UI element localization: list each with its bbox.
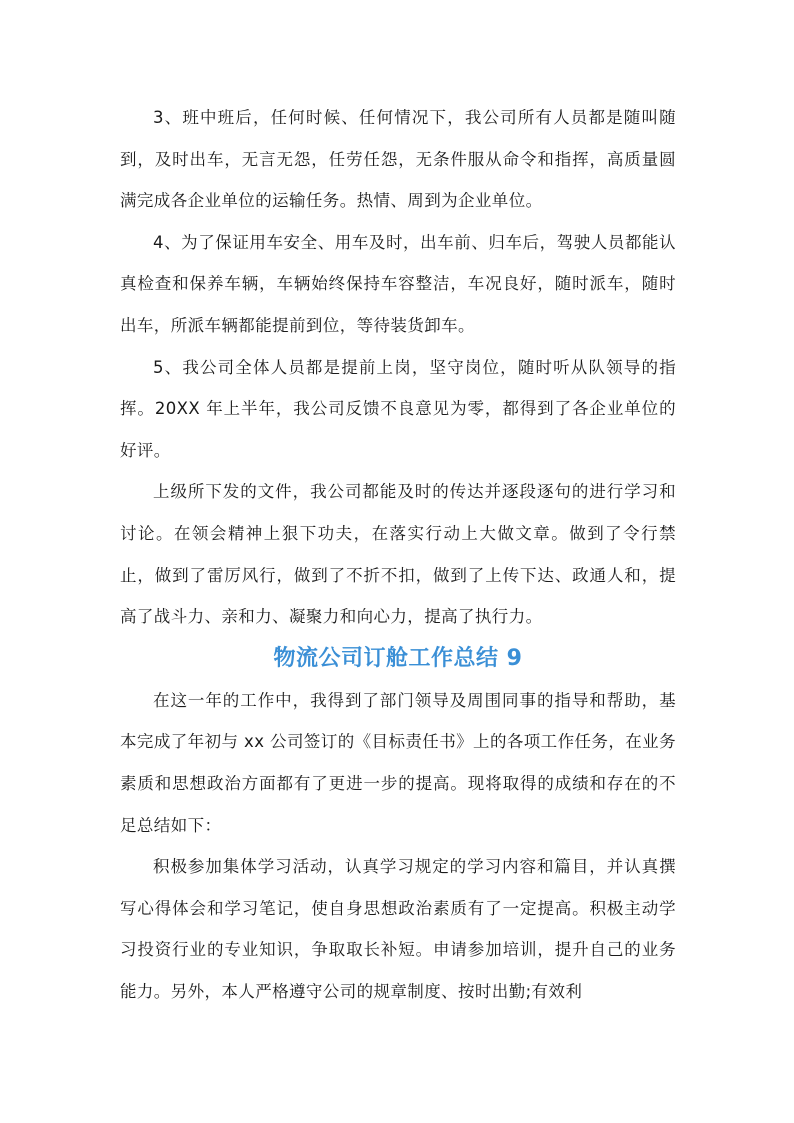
paragraph-documents: 上级所下发的文件，我公司都能及时的传达并逐段逐句的进行学习和讨论。在领会精神上狠下功夫，在落实行动上大做文章。做到了令行禁止，做到了雷厉风行，做到了不折不扣，做到了上传下达、政通人和，提高了战斗力、亲和力、凝聚力和向心力，提高了执行力。 — [120, 482, 676, 627]
paragraph-item-4: 4、为了保证用车安全、用车及时，出车前、归车后，驾驶人员都能认真检查和保养车辆，车辆始终保持车容整洁，车况良好，随时派车，随时出车，所派车辆都能提前到位，等待装货卸车。 — [120, 232, 676, 335]
paragraph-study: 积极参加集体学习活动，认真学习规定的学习内容和篇目，并认真撰写心得体会和学习笔记，使自身思想政治素质有了一定提高。积极主动学习投资行业的专业知识，争取取长补短。申请参加培训，提升自己的业务能力。另外，本人严格遵守公司的规章制度、按时出勤;有效利 — [120, 857, 676, 1001]
paragraph-intro: 在这一年的工作中，我得到了部门领导及周围同事的指导和帮助，基本完成了年初与 xx 公司签订的《目标责任书》上的各项工作任务，在业务素质和思想政治方面都有了更进一步的提高。现将取得的成绩和存在的不足总结如下： — [120, 690, 676, 835]
document-page — [120, 97, 676, 1012]
paragraph-item-3: 3、班中班后，任何时候、任何情况下，我公司所有人员都是随叫随到，及时出车，无言无怨，任劳任怨，无条件服从命令和指挥，高质量圆满完成各企业单位的运输任务。热情、周到为企业单位。 — [120, 108, 676, 211]
section-title: 物流公司订舱工作总结 9 — [273, 645, 523, 671]
paragraph-item-5: 5、我公司全体人员都是提前上岗，坚守岗位，随时听从队领导的指挥。20XX 年上半年，我公司反馈不良意见为零，都得到了各企业单位的好评。 — [120, 357, 676, 460]
